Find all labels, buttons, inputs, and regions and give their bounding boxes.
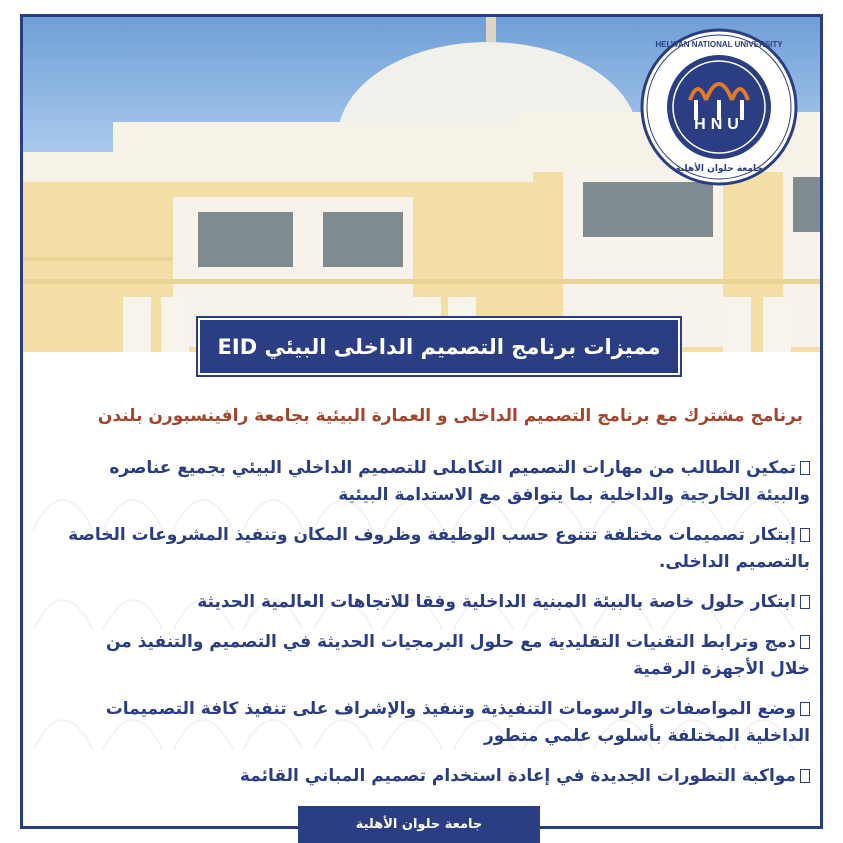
page-title: مميزات برنامج التصميم الداخلى البيئي EID — [198, 318, 680, 375]
list-item — [62, 629, 810, 683]
bullet-box-icon — [800, 635, 810, 649]
feature-text: تمكين الطالب من مهارات التصميم التكاملى للتصميم الداخلي البيئي بجميع عناصره والبيئة الخارجية والداخلية بما يتوافق مع الاستدامة البيئية — [109, 458, 810, 505]
logo-name-arabic: جامعة حلوان الأهلية — [675, 164, 763, 174]
feature-text: ابتكار حلول خاصة بالبيئة المبنية الداخلية وفقا للاتجاهات العالمية الحديثة — [197, 592, 796, 612]
logo-name-english: HELWAN NATIONAL UNIVERSITY — [655, 40, 783, 49]
bullet-box-icon — [800, 769, 810, 783]
list-item — [62, 763, 810, 790]
features-list — [62, 455, 810, 803]
program-subtitle: برنامج مشترك مع برنامج التصميم الداخلى و العمارة البيئية بجامعة رافينسبورن بلندن — [97, 406, 803, 426]
bullet-box-icon — [800, 702, 810, 716]
feature-text: إبتكار تصميمات مختلفة تتنوع حسب الوظيفة وظروف المكان وتنفيذ المشروعات الخاصة بالتصميم الداخلى. — [68, 525, 810, 572]
list-item — [62, 589, 810, 616]
hnu-seal-icon — [640, 28, 798, 186]
list-item — [62, 522, 810, 576]
list-item — [62, 696, 810, 750]
university-logo — [640, 28, 798, 186]
footer-university-label: جامعة حلوان الأهلية — [298, 806, 540, 843]
bullet-box-icon — [800, 528, 810, 542]
feature-text: دمج وترابط التقنيات التقليدية مع حلول البرمجيات الحديثة في التصميم والتنفيذ من خلال الأجهزة الرقمية — [106, 632, 810, 679]
feature-text: مواكبة التطورات الجديدة في إعادة استخدام تصميم المباني القائمة — [239, 766, 796, 786]
bullet-box-icon — [800, 461, 810, 475]
logo-abbreviation: HNU — [694, 116, 744, 133]
feature-text: وضع المواصفات والرسومات التنفيذية وتنفيذ والإشراف على تنفيذ كافة التصميمات الداخلية المختلفة بأسلوب علمي متطور — [105, 699, 810, 746]
list-item — [62, 455, 810, 509]
bullet-box-icon — [800, 595, 810, 609]
